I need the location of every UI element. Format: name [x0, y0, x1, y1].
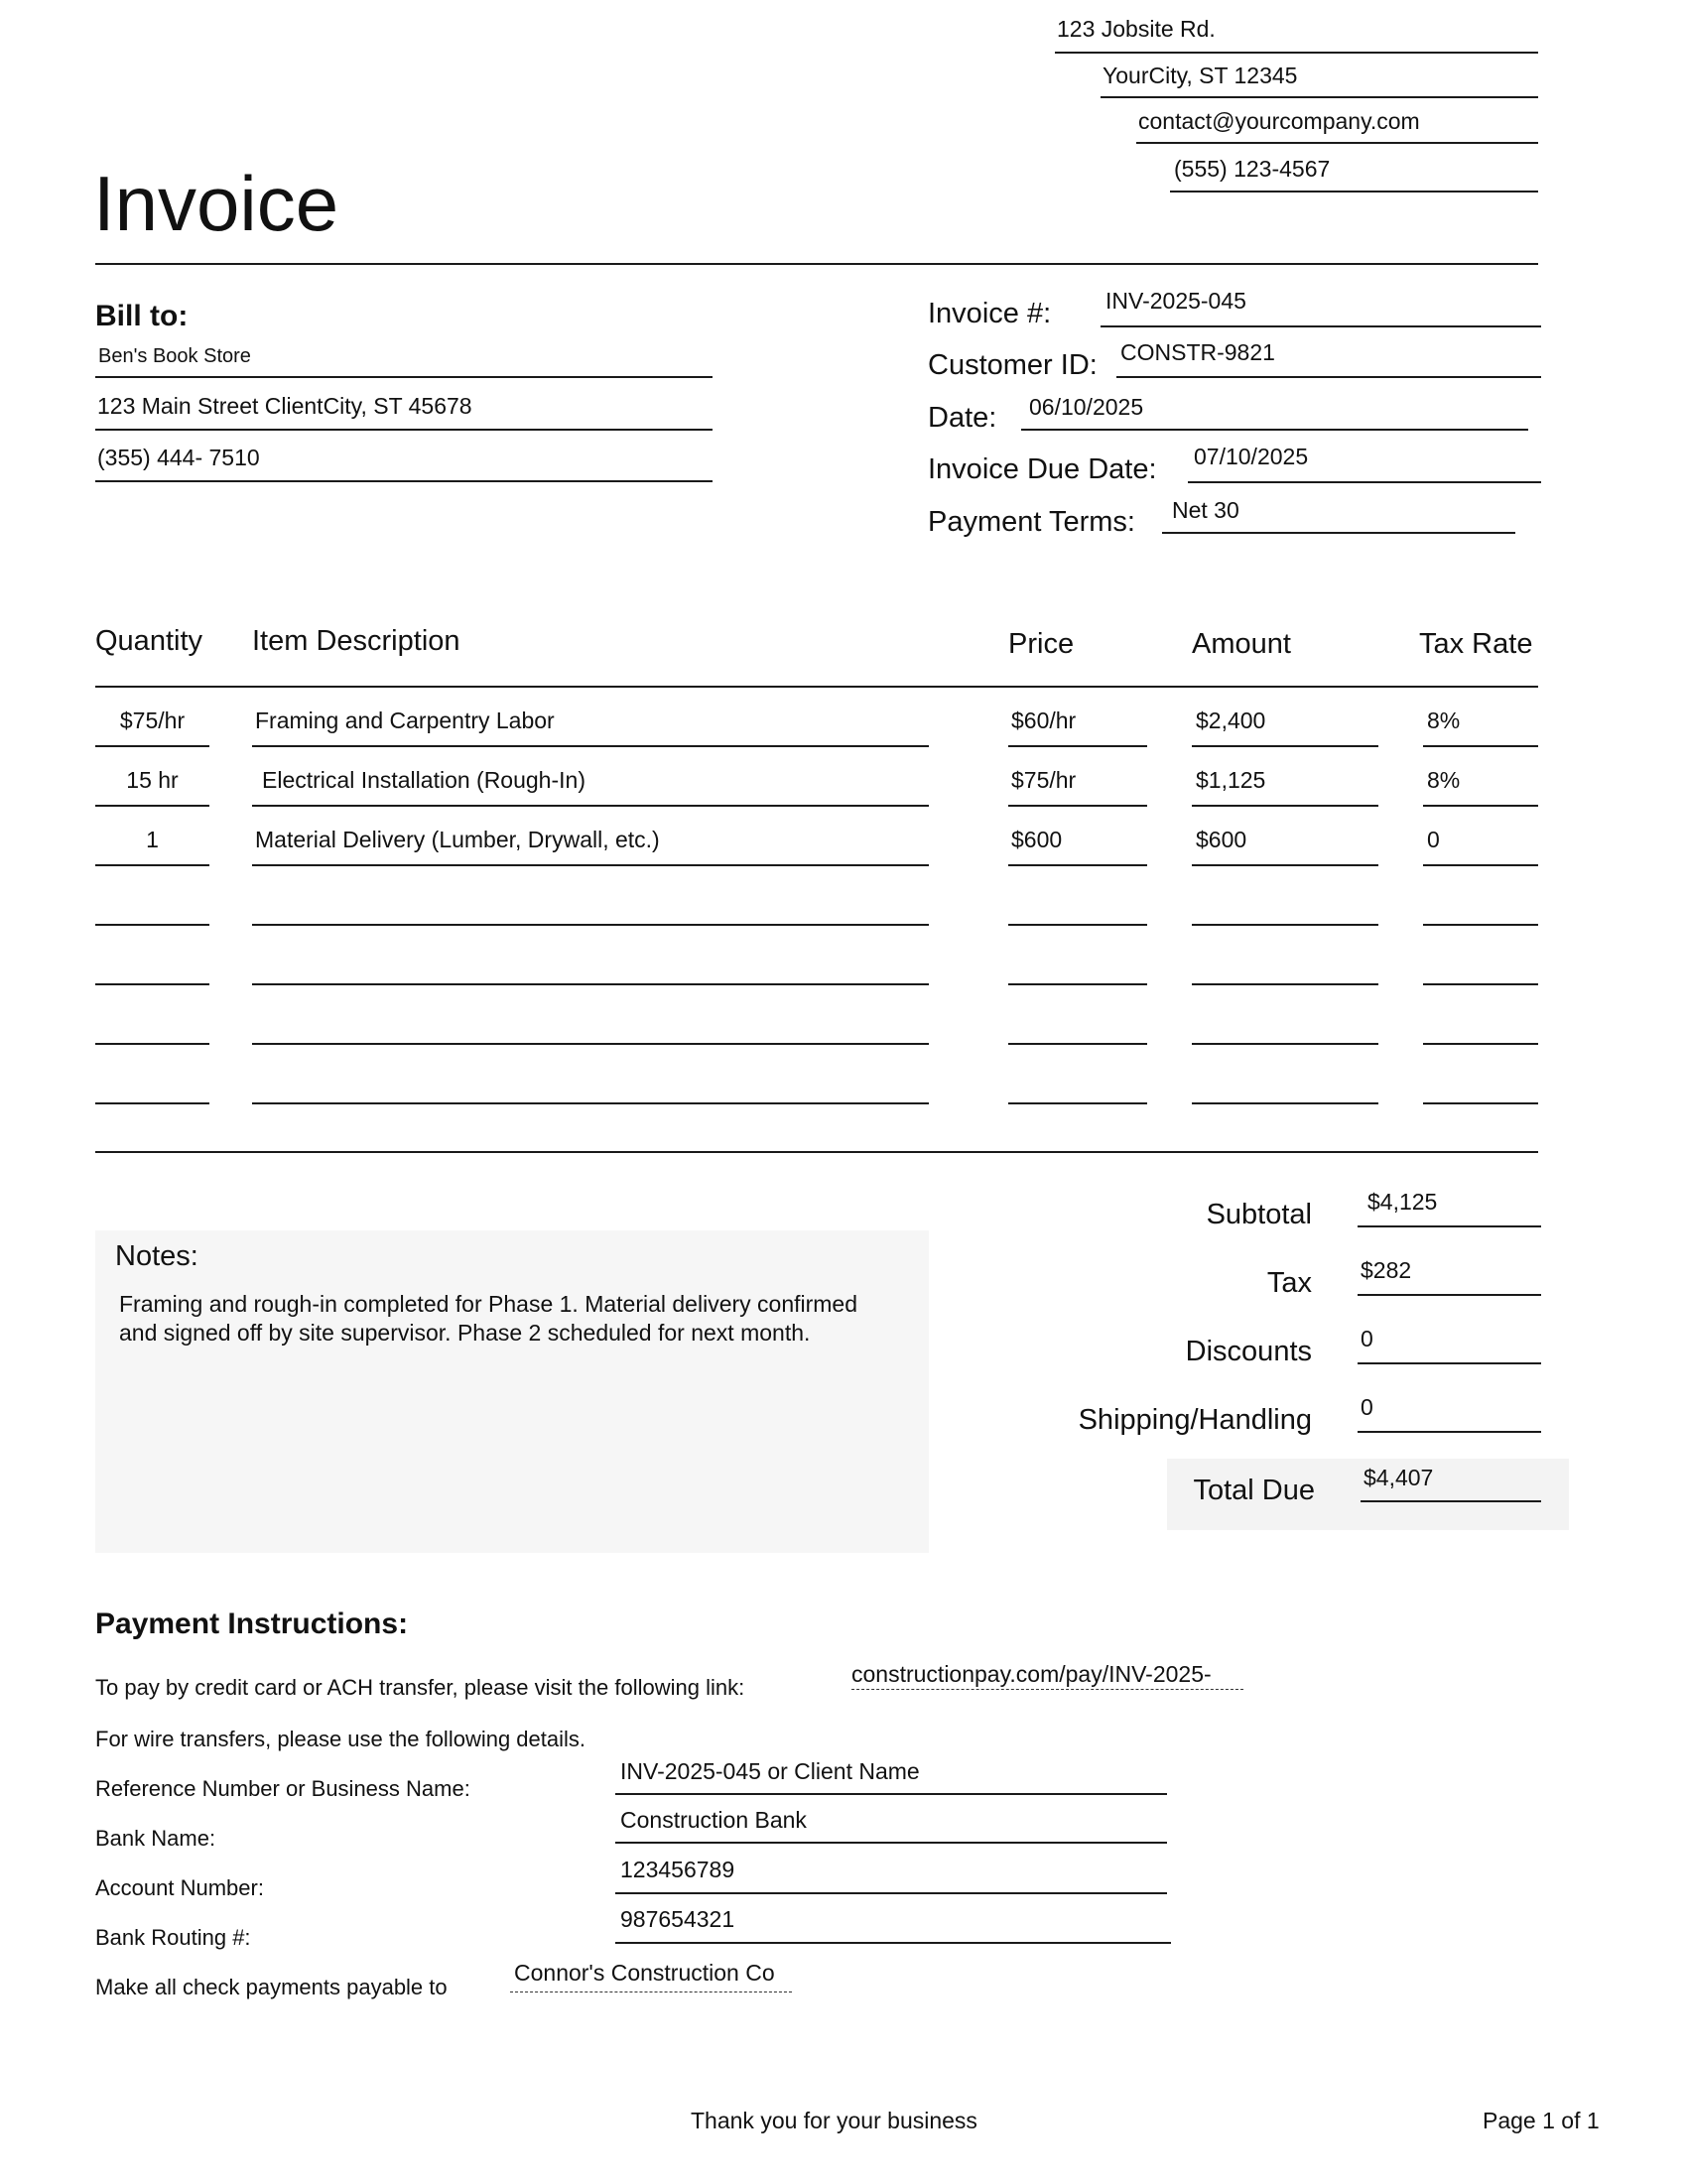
date-label: Date: — [928, 402, 997, 434]
cell-line — [95, 864, 209, 866]
cell-line — [1008, 864, 1147, 866]
card-payment-text: To pay by credit card or ACH transfer, please visit the following link: — [95, 1675, 745, 1700]
invoice-date: 06/10/2025 — [1029, 394, 1144, 420]
title-divider — [95, 263, 1538, 265]
bill-to-label: Bill to: — [95, 300, 189, 332]
page-title: Invoice — [93, 160, 339, 247]
cell-line — [95, 745, 209, 747]
payment-terms-label: Payment Terms: — [928, 506, 1135, 538]
cell-line — [1192, 1102, 1378, 1104]
cell-line — [95, 1043, 209, 1045]
subtotal-line — [1358, 1225, 1541, 1227]
cell-tax-rate: 8% — [1427, 767, 1461, 793]
cell-line — [1192, 864, 1378, 866]
cell-line — [95, 805, 209, 807]
wire-transfer-text: For wire transfers, please use the following details. — [95, 1727, 586, 1751]
invoice-number-label: Invoice #: — [928, 298, 1052, 329]
due-date: 07/10/2025 — [1194, 444, 1309, 469]
cell-line — [1192, 924, 1378, 926]
cell-line — [1423, 864, 1538, 866]
bank-name-line — [615, 1842, 1167, 1844]
total-due-label: Total Due — [1193, 1475, 1315, 1506]
check-payee: Connor's Construction Co — [514, 1960, 775, 1986]
notes-text: Framing and rough-in completed for Phase 1. Material delivery confirmed and signed off by site supervisor. Phase 2 scheduled for next month. — [119, 1291, 858, 1346]
bank-name-value: Construction Bank — [620, 1807, 807, 1833]
cell-line — [1008, 745, 1147, 747]
table-header-divider — [95, 686, 1538, 688]
cell-line — [1008, 983, 1147, 985]
cell-line — [1423, 805, 1538, 807]
header-tax-rate: Tax Rate — [1419, 628, 1533, 660]
check-payee-line — [510, 1991, 792, 1992]
bill-to-phone: (355) 444- 7510 — [97, 445, 260, 470]
invoice-number-line — [1101, 325, 1541, 327]
cell-line — [252, 1043, 929, 1045]
cell-amount: $600 — [1196, 827, 1247, 852]
bill-to-address: 123 Main Street ClientCity, ST 45678 — [97, 393, 472, 419]
cell-line — [252, 1102, 929, 1104]
tax-line — [1358, 1294, 1541, 1296]
subtotal-label: Subtotal — [1206, 1199, 1312, 1230]
payment-terms: Net 30 — [1172, 497, 1239, 523]
company-email: contact@yourcompany.com — [1138, 108, 1420, 134]
date-line — [1021, 429, 1528, 431]
notes-label: Notes: — [115, 1240, 198, 1272]
company-address: 123 Jobsite Rd. — [1057, 16, 1216, 42]
bill-to-name: Ben's Book Store — [98, 345, 251, 367]
cell-line — [95, 983, 209, 985]
cell-price: $60/hr — [1011, 707, 1077, 733]
header-price: Price — [1008, 628, 1075, 660]
shipping-label: Shipping/Handling — [1078, 1404, 1312, 1436]
cell-description: Material Delivery (Lumber, Drywall, etc.) — [255, 827, 660, 852]
bank-name-label: Bank Name: — [95, 1826, 216, 1851]
company-address-line — [1055, 52, 1538, 54]
discounts-line — [1358, 1362, 1541, 1364]
payment-terms-line — [1162, 532, 1515, 534]
invoice-number: INV-2025-045 — [1105, 288, 1246, 314]
cell-amount: $1,125 — [1196, 767, 1266, 793]
cell-line — [252, 983, 929, 985]
check-payable-label: Make all check payments payable to — [95, 1975, 448, 1999]
cell-line — [1192, 983, 1378, 985]
cell-line — [95, 924, 209, 926]
page-number: Page 1 of 1 — [1483, 2108, 1600, 2133]
cell-quantity: $75/hr — [119, 707, 186, 733]
due-date-label: Invoice Due Date: — [928, 453, 1157, 485]
customer-id-line — [1116, 376, 1541, 378]
table-footer-divider — [95, 1151, 1538, 1153]
company-city: YourCity, ST 12345 — [1103, 63, 1298, 88]
cell-line — [1192, 805, 1378, 807]
cell-line — [1008, 924, 1147, 926]
cell-quantity: 15 hr — [126, 767, 179, 793]
reference-label: Reference Number or Business Name: — [95, 1776, 470, 1801]
cell-line — [1008, 1102, 1147, 1104]
cell-line — [1423, 1043, 1538, 1045]
shipping-value: 0 — [1361, 1394, 1373, 1420]
reference-value: INV-2025-045 or Client Name — [620, 1758, 920, 1784]
payment-heading: Payment Instructions: — [95, 1607, 409, 1640]
company-city-line — [1101, 96, 1538, 98]
bill-to-phone-line — [95, 480, 713, 482]
cell-amount: $2,400 — [1196, 707, 1266, 733]
notes-box — [95, 1230, 929, 1553]
account-number-line — [615, 1892, 1167, 1894]
discounts-value: 0 — [1361, 1326, 1373, 1351]
cell-tax-rate: 0 — [1427, 827, 1440, 852]
account-number-label: Account Number: — [95, 1875, 264, 1900]
cell-line — [1423, 1102, 1538, 1104]
due-date-line — [1188, 481, 1541, 483]
routing-line — [615, 1942, 1171, 1944]
customer-id: CONSTR-9821 — [1120, 339, 1275, 365]
cell-line — [95, 1102, 209, 1104]
shipping-line — [1358, 1431, 1541, 1433]
cell-tax-rate: 8% — [1427, 707, 1461, 733]
cell-line — [252, 745, 929, 747]
cell-line — [252, 924, 929, 926]
subtotal-value: $4,125 — [1367, 1189, 1438, 1215]
footer-thanks: Thank you for your business — [691, 2108, 977, 2133]
cell-line — [1423, 983, 1538, 985]
header-quantity: Quantity — [95, 625, 202, 657]
cell-line — [1192, 745, 1378, 747]
card-payment-link[interactable]: constructionpay.com/pay/INV-2025- — [851, 1661, 1212, 1687]
cell-description: Electrical Installation (Rough-In) — [262, 767, 585, 793]
cell-price: $600 — [1011, 827, 1063, 852]
company-phone: (555) 123-4567 — [1174, 156, 1331, 182]
cell-line — [1423, 924, 1538, 926]
cell-line — [1423, 745, 1538, 747]
discounts-label: Discounts — [1185, 1336, 1312, 1367]
routing-label: Bank Routing #: — [95, 1925, 251, 1950]
reference-line — [615, 1793, 1167, 1795]
cell-line — [1008, 1043, 1147, 1045]
cell-line — [252, 805, 929, 807]
routing-value: 987654321 — [620, 1906, 735, 1932]
total-due-line — [1361, 1500, 1541, 1502]
header-description: Item Description — [252, 625, 460, 657]
card-link-line — [851, 1689, 1243, 1690]
cell-price: $75/hr — [1011, 767, 1077, 793]
tax-value: $282 — [1361, 1257, 1412, 1283]
cell-line — [1008, 805, 1147, 807]
tax-label: Tax — [1266, 1267, 1312, 1299]
cell-description: Framing and Carpentry Labor — [255, 707, 555, 733]
company-email-line — [1136, 142, 1538, 144]
total-due-value: $4,407 — [1363, 1465, 1434, 1490]
bill-to-address-line — [95, 429, 713, 431]
cell-quantity: 1 — [146, 827, 159, 852]
customer-id-label: Customer ID: — [928, 349, 1098, 381]
cell-line — [1192, 1043, 1378, 1045]
cell-line — [252, 864, 929, 866]
account-number-value: 123456789 — [620, 1857, 735, 1882]
bill-to-name-line — [95, 376, 713, 378]
header-amount: Amount — [1192, 628, 1291, 660]
company-phone-line — [1170, 191, 1538, 193]
